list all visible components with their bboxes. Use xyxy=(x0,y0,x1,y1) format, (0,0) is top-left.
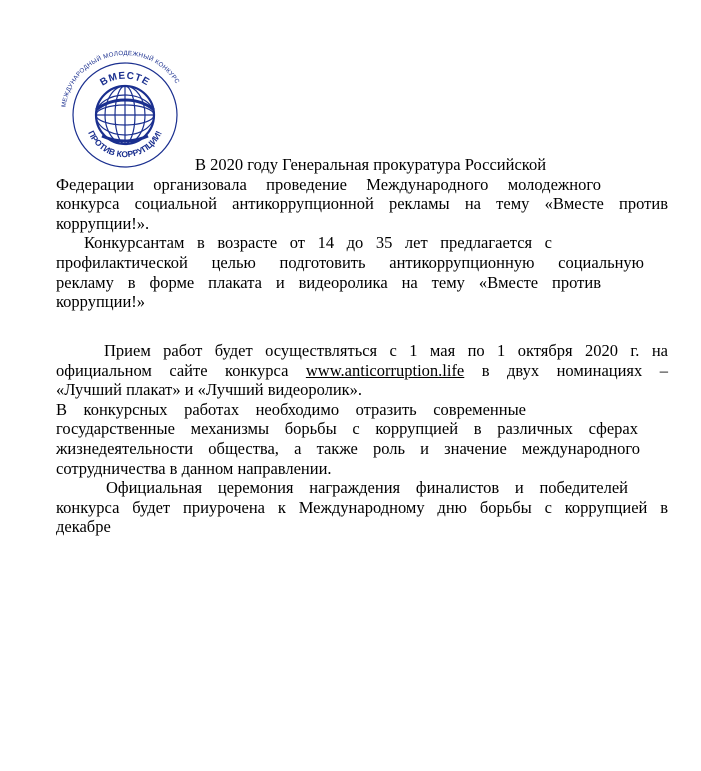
svg-text:ПРОТИВ КОРРУПЦИИ!: ПРОТИВ КОРРУПЦИИ! xyxy=(86,128,164,160)
text-line: Прием работ будет осуществляться с 1 мая по 1 октября 2020 г. на xyxy=(104,341,668,360)
text-line: Конкурсантам в возрасте от 14 до 35 лет предлагается с xyxy=(84,233,552,253)
svg-text:ВМЕСТЕ: ВМЕСТЕ xyxy=(98,70,152,89)
text-line: рекламу в форме плаката и видеоролика на тему «Вместе против xyxy=(56,272,601,292)
text-line: коррупции!». xyxy=(56,213,150,233)
text-line: государственные механизмы борьбы с коррупцией в различных сферах xyxy=(56,419,638,439)
text-line: декабре xyxy=(56,517,111,537)
paragraph-announcement xyxy=(56,155,668,312)
text-line: Федерации организовала проведение Международного молодежного xyxy=(56,174,601,194)
text-line: В конкурсных работах необходимо отразить современные xyxy=(56,399,526,419)
website-link[interactable]: www.anticorruption.life xyxy=(305,360,465,380)
paragraph-details xyxy=(56,341,668,537)
svg-text:МЕЖДУНАРОДНЫЙ МОЛОДЕЖНЫЙ КОНКУ: МЕЖДУНАРОДНЫЙ МОЛОДЕЖНЫЙ КОНКУРС xyxy=(60,49,181,108)
text-line: жизнедеятельности общества, а также роль и значение международного xyxy=(56,438,640,458)
text-line: коррупции!» xyxy=(56,292,146,312)
text-line: профилактической целью подготовить антикоррупционную социальную xyxy=(56,252,644,272)
text-line: «Лучший плакат» и «Лучший видеоролик». xyxy=(56,380,363,400)
text-line: сотрудничества в данном направлении. xyxy=(56,458,332,478)
text-line-with-link xyxy=(56,361,668,381)
text-line: конкурса социальной антикоррупционной рекламы на тему «Вместе против xyxy=(56,194,668,214)
text-fragment: официальном сайте конкурса xyxy=(56,360,289,380)
text-line: В 2020 году Генеральная прокуратура Российской xyxy=(195,155,547,174)
text-line: конкурса будет приурочена к Международному дню борьбы с коррупцией в xyxy=(56,497,668,517)
text-line: Официальная церемония награждения финалистов и победителей xyxy=(106,478,628,498)
text-fragment: в двух номинациях – xyxy=(481,360,668,380)
